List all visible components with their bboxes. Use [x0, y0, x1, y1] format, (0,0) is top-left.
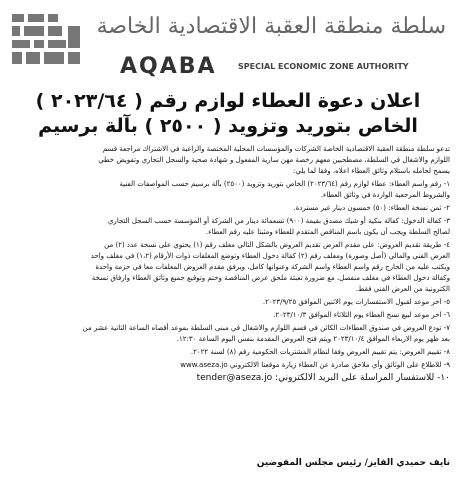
- org-name-english: AQABA: [120, 54, 217, 79]
- announcement-title-line-2: الخاص بتوريد وتزويد ( ٢٥٠٠ ) بآلة برسيم: [38, 115, 418, 137]
- item-line: ويكتب عليه من الخارج رقم واسم العطاء واسم الشركة وعنوانها كامل، ويرفق مقدم العروض المغلفات معا في حزمة واحدة: [95, 263, 450, 271]
- org-name-arabic: سلطة منطقة العقبة الاقتصادية الخاصة: [96, 14, 446, 39]
- org-subtitle-english: SPECIAL ECONOMIC ZONE AUTHORITY: [238, 62, 409, 71]
- item-line: والشروط المرجعية الواردة في وثائق العطاء.: [320, 191, 450, 199]
- announcement-title-line-1: اعلان دعوة العطاء لوازم رقم ( ٢٠٢٣/٦٤ ): [35, 90, 421, 112]
- item-line: ٥- اخر موعد لقبول الاستفسارات يوم الاثنين الموافق ٢٠٢٣/٩/٢٥.: [262, 298, 450, 306]
- intro-line: يسمح لحامله باستلام وثائق العطاء اعلاه، وفقا لما يلي:: [293, 167, 450, 175]
- item-line: ٣- كفالة الدخول: كفالة بنكية أو شيك مصدق بقيمة (٩٠٠) تسعمائة دينار من الشركة أو المؤسسة حسب السجل التجاري: [107, 217, 450, 225]
- email-line: ١٠- للاستفسار المراسلة على البريد الالكتروني: tender@aseza.jo: [196, 373, 450, 383]
- item-line: ٦- اخر موعد لبيع نسخ العطاء يوم الثلاثاء الموافق ٢٠٢٣/١٠/٣.: [273, 311, 450, 319]
- item-line: الكترونية من العرض الفني فقط.: [355, 285, 450, 293]
- item-line: ٨- تقييم العروض: يتم تقييم العروض وفقا لنظام المشتريات الحكومية رقم (٨) لسنة ٢٠٢٢.: [190, 348, 450, 356]
- announcement-body: [0, 144, 450, 385]
- intro-line: تدعو سلطة منطقة العقبة الاقتصادية الخاصة الشركات والمؤسسات المحلية المختصة والراغبة في الاشتراك مراجعة قسم: [102, 145, 450, 153]
- item-line: لصالح السلطة ويجب أن يكون باسم المناقص المتقدم للعطاء ومثبتا عليه رقم العطاء.: [205, 228, 450, 236]
- intro-line: اللوازم والاشغال في السلطة، مصطحبين معهم رخصة مهن سارية المفعول و شهادة صحية والسجل التجاري وتفويض خطي: [98, 156, 450, 164]
- item-line: ١- رقم واسم العطاء: عطاء لوازم رقم (٢٠٢٣/٦٤) الخاص بتوريد وتزويد (٢٥٠٠) بآلة برسيم حسب المواصفات الفنية: [119, 180, 450, 188]
- item-line: وكفالة دخول العطاء في مغلف منفصل، مع ضرورة تعبئة ملحق عرض المناقصة وختم وتوقيع جميع وثائق العطاء وارفاق نسخة: [91, 274, 450, 282]
- item-line: ٢- ثمن نسخة العطاء: (٥٠) خمسون دينار غير مستردة.: [293, 204, 450, 212]
- header: [0, 0, 456, 86]
- signature: نايف حميدي الفايز/ رئيس مجلس المفوضين: [256, 458, 450, 468]
- website-line: ٩- للاطلاع على الوثائق وأي ملاحق صادرة عن العطاء زيارة موقعنا الالكتروني www.aseza.jo: [180, 361, 450, 369]
- item-line: العرض الفني والمالي (أصل وصورة) ومغلف رقم (٢) كفالة دخول العطاء وتوضع المغلفات ذوات الأرقام (١،٢) في مغلف واحد: [90, 252, 450, 260]
- item-line: ٧- تودع العروض في صندوق العطاءات الكائن في قسم اللوازم والاشغال في مبنى السلطة بموعد أقصاه الساعة الثانية عشر من: [82, 324, 450, 332]
- aqaba-grid-logo-icon: [8, 8, 88, 78]
- item-line: ٤- طريقة تقديم العروض: على مقدم العرض تقديم العروض بالشكل التالي مغلف رقم (١) يحتوي على نسخة عدد (٢) من: [104, 241, 450, 249]
- item-line: بعد ظهر يوم الاربعاء الموافق ٢٠٢٣/١٠/٤ ويتم فتح العروض المقدمة بنفس اليوم الساعة ١٢:٣٠.: [176, 335, 450, 343]
